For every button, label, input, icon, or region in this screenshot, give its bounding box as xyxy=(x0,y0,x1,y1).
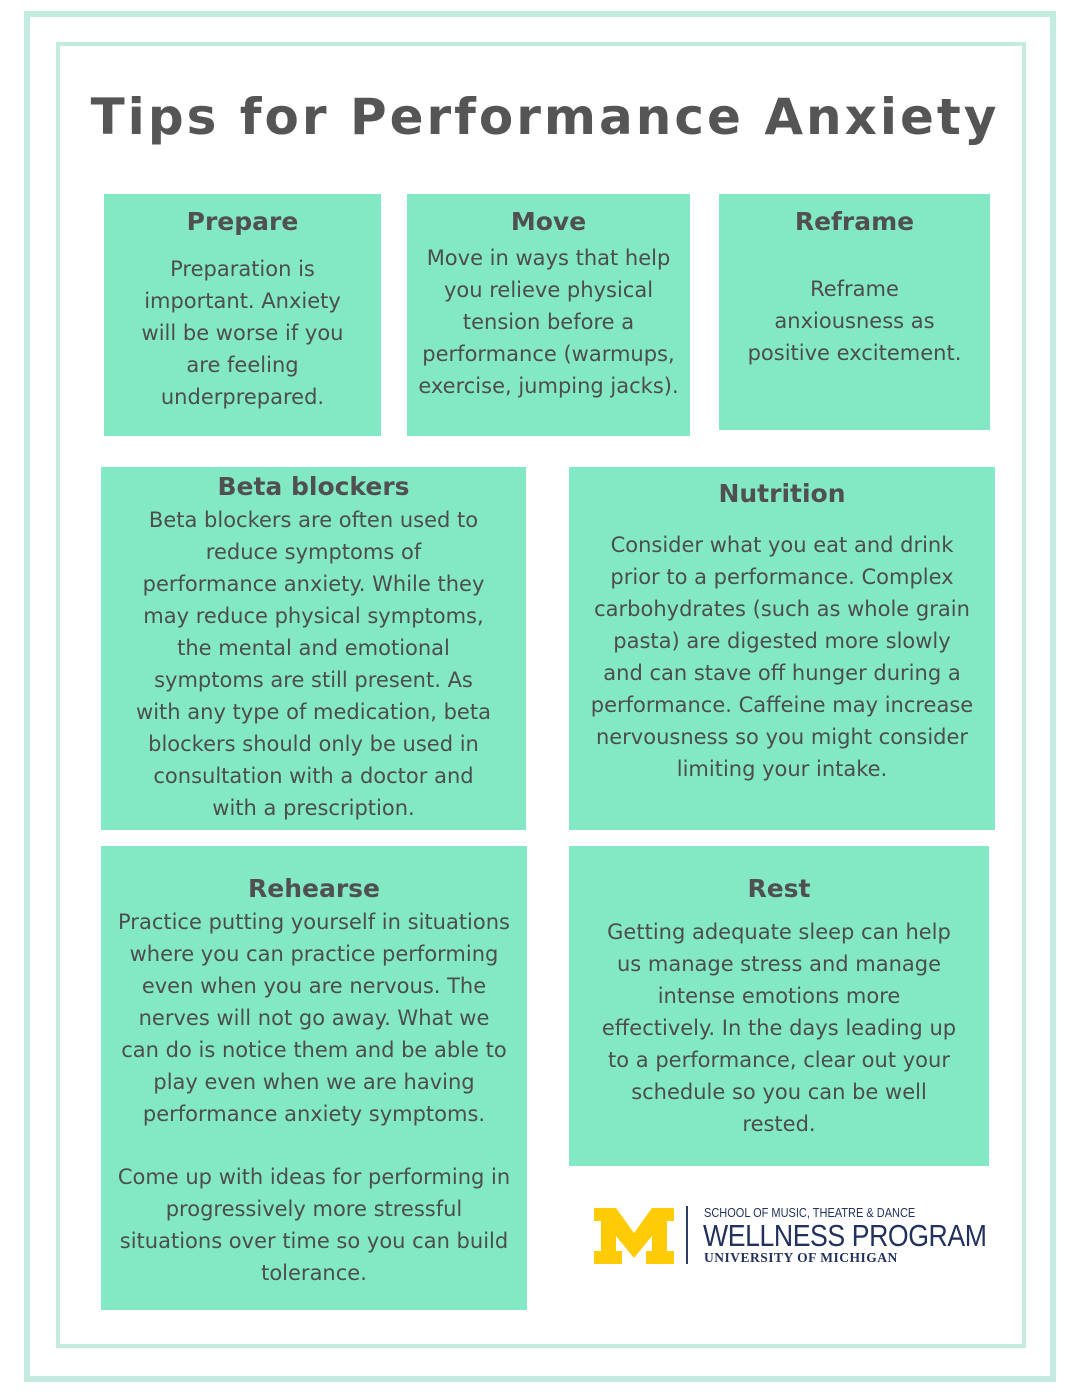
card-heading: Prepare xyxy=(186,207,299,236)
card-move xyxy=(407,194,690,436)
card-body: Consider what you eat and drink prior to a performance. Complex carbohydrates (such as whole grain pasta) are digested more slowly and can stave off hunger during a performance. Caffeine may increase nervousness so you might consider limiting your intake. xyxy=(590,533,974,781)
card-heading: Rest xyxy=(747,874,811,903)
card-body: Reframe anxiousness as positive excitement. xyxy=(747,277,962,365)
card-body-secondary: Come up with ideas for performing in progressively more stressful situations over time so you can build tolerance. xyxy=(117,1165,511,1285)
page-title: Tips for Performance Anxiety xyxy=(90,88,1000,146)
card-rehearse xyxy=(101,846,527,1310)
card-heading: Nutrition xyxy=(718,479,846,508)
logo-school: SCHOOL OF MUSIC, THEATRE & DANCE xyxy=(704,1206,916,1220)
logo-university: UNIVERSITY OF MICHIGAN xyxy=(704,1250,898,1265)
card-rest xyxy=(569,846,989,1166)
card-nutrition xyxy=(569,467,995,830)
wellness-program-logo xyxy=(594,1206,987,1268)
card-body: Preparation is important. Anxiety will be worse if you are feeling underprepared. xyxy=(141,257,344,409)
logo-program: WELLNESS PROGRAM xyxy=(703,1218,987,1253)
card-beta-blockers xyxy=(101,467,526,830)
card-body: Beta blockers are often used to reduce symptoms of performance anxiety. While they may reduce physical symptoms, the mental and emotional symptoms are still present. As with any type of medication, beta blockers should only be used in consultation with a doctor and with a prescription. xyxy=(136,508,491,820)
card-heading: Move xyxy=(510,207,587,236)
card-body: Practice putting yourself in situations where you can practice performing even when you are nervous. The nerves will not go away. What we can do is notice them and be able to play even when we are having performance anxiety symptoms. xyxy=(118,910,510,1126)
card-prepare xyxy=(104,194,381,436)
card-reframe xyxy=(719,194,990,430)
block-m-icon xyxy=(594,1208,674,1264)
card-body: Getting adequate sleep can help us manage stress and manage intense emotions more effectively. In the days leading up to a performance, clear out your schedule so you can be well rested. xyxy=(601,920,957,1136)
logo-divider xyxy=(686,1206,688,1264)
card-heading: Reframe xyxy=(794,207,915,236)
card-heading: Rehearse xyxy=(248,874,380,903)
card-body: Move in ways that help you relieve physical tension before a performance (warmups, exercise, jumping jacks). xyxy=(418,246,679,398)
card-heading: Beta blockers xyxy=(217,472,410,501)
